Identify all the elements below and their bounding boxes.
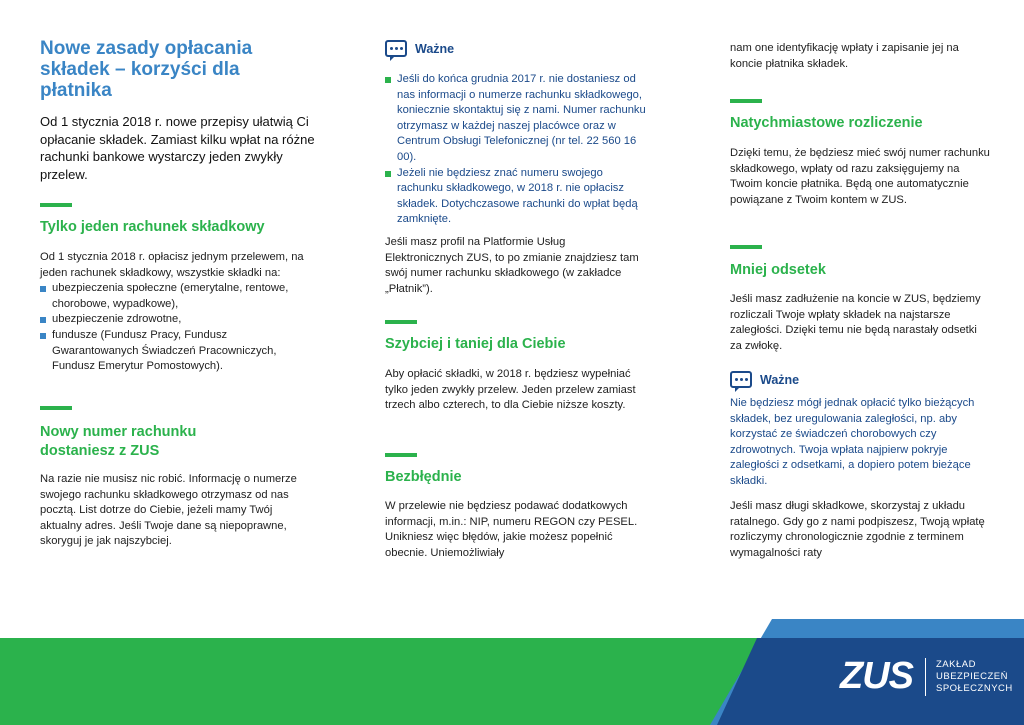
logo-separator: [925, 658, 926, 696]
section-divider: [40, 406, 72, 410]
section-divider: [730, 245, 762, 249]
section-text-flawless: W przelewie nie będziesz podawać dodatkowych informacji, m.in.: NIP, numeru REGON czy PESEL. Unikniesz więc błędów, jakie możesz popełnić obecnie. Uniemożliwiały: [385, 500, 638, 559]
section-divider: [730, 99, 762, 103]
section-heading-new-account: Nowy numer rachunku dostaniesz z ZUS: [40, 424, 197, 459]
important-note-text: Nie będziesz mógł jednak opłacić tylko bieżących składek, bez uregulowania zaległości, np. aby korzystać ze świadczeń chorobowych czy zdrowotnych. Twoja wpłata najpierw pokryje zaległości z odsetkami, a dopiero potem bieżące składki.: [730, 397, 975, 487]
intro-text: Od 1 stycznia 2018 r. nowe przepisy ułatwią Ci opłacanie składek. Zamiast kilku wpłat na różne rachunki bankowe wystarczy jeden zwykły przelew.: [40, 114, 315, 182]
section-heading-instant-settlement: Natychmiastowe rozliczenie: [730, 115, 923, 131]
section-heading-less-interest: Mniej odsetek: [730, 262, 826, 278]
logo-text: [936, 659, 1013, 695]
section-text-new-account: Na razie nie musisz nic robić. Informację o numerze swojego rachunku składkowego otrzymasz od nas pocztą. List dotrze do Ciebie, jeżeli mamy Twój aktualny adres. Jeśli Twoje dane są niepoprawne, skoryguj je jak najszybciej.: [40, 473, 297, 548]
section-divider: [385, 320, 417, 324]
logo-line: SPOŁECZNYCH: [936, 682, 1013, 694]
speech-bubble-icon: [730, 371, 752, 388]
speech-bubble-icon: [385, 40, 407, 57]
list-item: ubezpieczenia społeczne (emerytalne, rentowe, chorobowe, wypadkowe),: [40, 281, 315, 312]
section-heading-faster-cheaper: Szybciej i taniej dla Ciebie: [385, 336, 566, 352]
note-label: Ważne: [415, 41, 455, 56]
note-header: [730, 371, 799, 388]
section-heading-flawless: Bezbłędnie: [385, 469, 462, 485]
note-label: Ważne: [760, 372, 800, 387]
logo-mark: ZUS: [840, 655, 913, 697]
logo-line: UBEZPIECZEŃ: [936, 670, 1009, 682]
zus-logo: [840, 655, 1013, 698]
section-text-single-account: [40, 250, 315, 375]
list-item: fundusze (Fundusz Pracy, Fundusz Gwarantowanych Świadczeń Pracowniczych, Fundusz Emerytur Pomostowych).: [40, 328, 315, 375]
section-divider: [385, 453, 417, 457]
section-text-faster-cheaper: Aby opłacić składki, w 2018 r. będziesz wypełniać tylko jeden zwykły przelew. Jeden przelew zamiast trzech albo czterech, to dla Ciebie niższe koszty.: [385, 368, 636, 412]
section-text-less-interest: Jeśli masz zadłużenie na koncie w ZUS, będziemy rozliczali Twoje wpłaty składek na najstarsze zaległości. Dzięki temu nie będą narastały odsetki za zwłokę.: [730, 293, 981, 352]
list-item: ubezpieczenie zdrowotne,: [40, 312, 315, 328]
section-text-instant-settlement: Dzięki temu, że będziesz mieć swój numer rachunku składkowego, wpłaty od razu zaksięgujemy na Twoim koncie płatnika. Będą one automatycznie powiązane z Twoim kontem w ZUS.: [730, 147, 990, 206]
list-item: Jeżeli nie będziesz znać numeru swojego rachunku składkowego, w 2018 r. nie opłacisz składek. Dotychczasowe rachunki do wpłat będą zamknięte.: [385, 166, 650, 228]
installments-text: Jeśli masz długi składkowe, skorzystaj z układu ratalnego. Gdy go z nami podpiszesz, Twoją wpłatę rozliczymy chronologicznie zgodnie z terminem wymagalności raty: [730, 500, 985, 559]
logo-line: ZAKŁAD: [936, 658, 976, 670]
list-item: Jeśli do końca grudnia 2017 r. nie dostaniesz od nas informacji o numerze rachunku składkowego, koniecznie skontaktuj się z nami. Numer rachunku otrzymasz w każdej naszej placówce oraz w Centrum Obsługi Telefonicznej (nr tel. 22 560 16 00).: [385, 72, 650, 166]
contribution-list: [40, 281, 315, 375]
section-divider: [40, 203, 72, 207]
page-title: Nowe zasady opłacania składek – korzyści dla płatnika: [40, 38, 253, 101]
section-heading-single-account: Tylko jeden rachunek składkowy: [40, 219, 265, 235]
important-notes-list: [385, 72, 650, 228]
note-header: [385, 40, 454, 57]
pue-text: Jeśli masz profil na Platformie Usług Elektronicznych ZUS, to po zmianie znajdziesz tam swój numer rachunku składkowego (w zakładce „Płatnik”).: [385, 236, 639, 295]
section-lead: Od 1 stycznia 2018 r. opłacisz jednym przelewem, na jeden rachunek składkowy, wszystkie składki na:: [40, 251, 304, 279]
continued-text: nam one identyfikację wpłaty i zapisanie jej na koncie płatnika składek.: [730, 42, 959, 70]
